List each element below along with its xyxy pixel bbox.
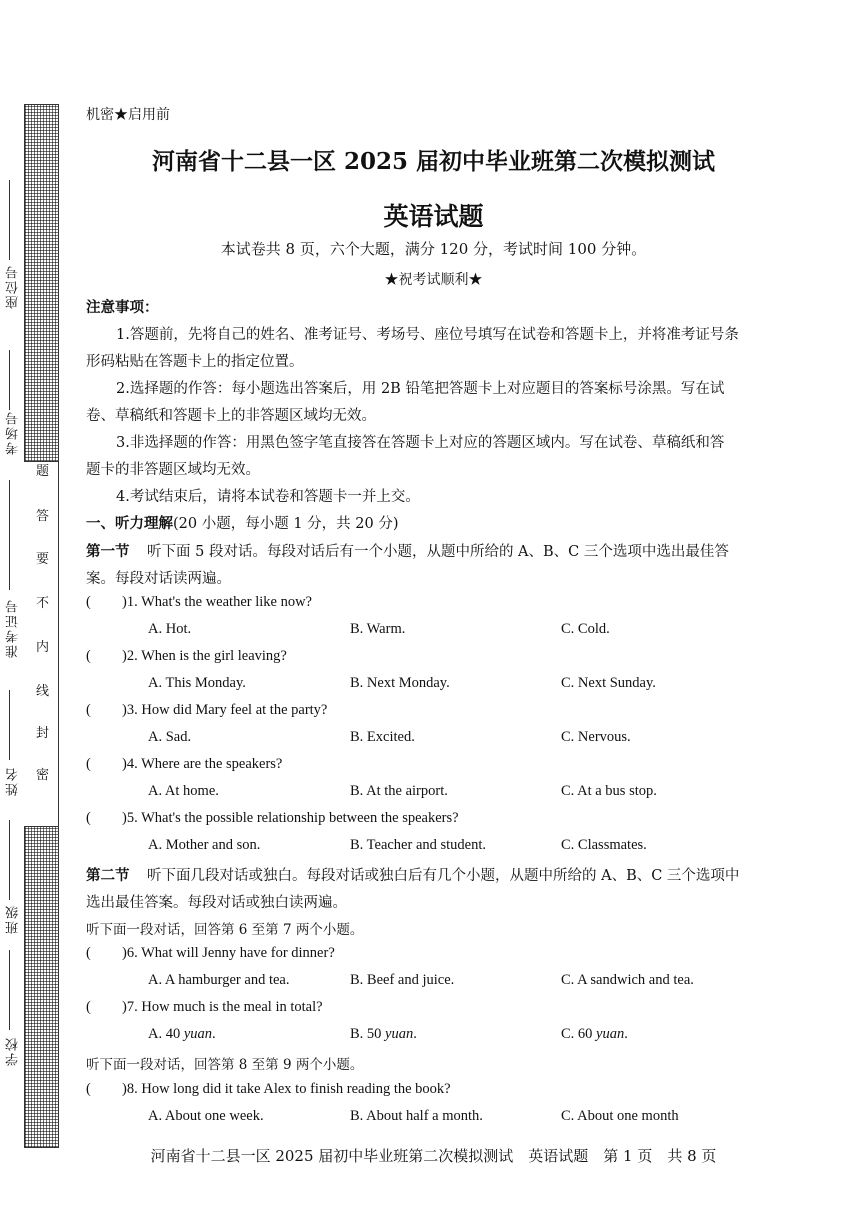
question-text: 6. What will Jenny have for dinner?: [126, 945, 335, 961]
exam-title: 河南省十二县一区 2025 届初中毕业班第二次模拟测试: [151, 148, 716, 175]
note-1a: 1.答题前，先将自己的姓名、准考证号、考场号、座位号填写在试卷和答题卡上，并将准考证号条: [116, 327, 739, 343]
question-2: [122, 648, 287, 665]
option-c: C. Next Sunday.: [561, 675, 656, 691]
seal-char: 不: [36, 596, 50, 611]
binding-hatch-bottom: [24, 826, 59, 1148]
note-2a: 2.选择题的作答：每小题选出答案后，用 2B 铅笔把答题卡上对应题目的答案标号涂黑。写在试: [116, 381, 725, 397]
question-8: [122, 1081, 451, 1098]
part1-instr-b: 案。每段对话读两遍。: [86, 571, 231, 587]
seal-char: 密: [36, 768, 50, 783]
question-3: [122, 702, 327, 719]
option-a: A. A hamburger and tea.: [148, 972, 290, 988]
answer-paren-close: ): [122, 999, 127, 1015]
wish-line: ★祝考试顺利★: [384, 272, 483, 288]
underline-room: [9, 350, 10, 410]
question-text: 2. When is the girl leaving?: [126, 648, 287, 664]
subject-title: 英语试题: [383, 202, 484, 231]
question-6: [122, 945, 335, 962]
section1-title-bold: 一、听力理解: [86, 515, 173, 532]
notes-heading: 注意事项：: [86, 299, 159, 316]
option-b: B. At the airport.: [350, 783, 448, 799]
option-end: .: [413, 1026, 417, 1042]
answer-paren-close: ): [122, 756, 127, 772]
question-text: 3. How did Mary feel at the party?: [126, 702, 328, 718]
option-a: A. This Monday.: [148, 675, 246, 691]
part1-instr-a: 听下面 5 段对话。每段对话后有一个小题，从题中所给的 A、B、C 三个选项中选出最佳答: [147, 544, 729, 560]
answer-paren-close: ): [122, 1081, 127, 1097]
answer-paren-close: ): [122, 810, 127, 826]
question-1: [122, 594, 312, 611]
answer-paren-open: (: [86, 594, 91, 610]
binding-line: [58, 104, 59, 1146]
option-a: [148, 1026, 216, 1043]
note-3b: 题卡的非答题区域均无效。: [86, 462, 260, 478]
option-text: A. 40: [148, 1026, 184, 1042]
option-end: .: [212, 1026, 216, 1042]
option-c: C. Nervous.: [561, 729, 631, 745]
answer-paren-open: (: [86, 648, 91, 664]
answer-paren-open: (: [86, 756, 91, 772]
answer-paren-close: ): [122, 648, 127, 664]
note-2b: 卷、草稿纸和答题卡上的非答题区域均无效。: [86, 408, 376, 424]
instr-q8-q9: 听下面一段对话，回答第 8 至第 9 两个小题。: [86, 1057, 364, 1073]
option-b: B. Next Monday.: [350, 675, 450, 691]
seal-char: 线: [36, 684, 50, 699]
underline-name: [9, 690, 10, 760]
label-name: 姓名: [6, 766, 21, 796]
option-b: B. About half a month.: [350, 1108, 483, 1124]
option-c: C. A sandwich and tea.: [561, 972, 694, 988]
option-unit: yuan: [596, 1026, 625, 1042]
label-ticket-number: 准考证号: [6, 598, 21, 658]
underline-school: [9, 950, 10, 1030]
question-text: 5. What's the possible relationship between the speakers?: [126, 810, 459, 826]
option-unit: yuan: [183, 1026, 213, 1042]
label-seat-number: 座位号: [6, 264, 21, 309]
underline-ticket: [9, 480, 10, 590]
label-room-number: 考场号: [6, 410, 21, 455]
section1-title: [86, 512, 399, 533]
secret-label: 机密★启用前: [86, 107, 170, 123]
question-text: 8. How long did it take Alex to finish reading the book?: [126, 1081, 451, 1097]
note-1b: 形码粘贴在答题卡上的指定位置。: [86, 354, 304, 370]
option-a: A. At home.: [148, 783, 219, 799]
option-c: C. Cold.: [561, 621, 610, 637]
page-footer: 河南省十二县一区 2025 届初中毕业班第二次模拟测试 英语试题 第 1 页 共 8 页: [150, 1147, 717, 1165]
question-text: 1. What's the weather like now?: [126, 594, 312, 610]
note-3a: 3.非选择题的作答：用黑色签字笔直接答在答题卡上对应的答题区域内。写在试卷、草稿纸和答: [116, 435, 725, 451]
option-text: C. 60: [561, 1026, 597, 1042]
answer-paren-open: (: [86, 702, 91, 718]
answer-paren-close: ): [122, 945, 127, 961]
question-5: [122, 810, 459, 827]
question-text: 7. How much is the meal in total?: [126, 999, 323, 1015]
answer-paren-open: (: [86, 999, 91, 1015]
part1-label: 第一节: [86, 543, 130, 560]
option-b: B. Teacher and student.: [350, 837, 487, 853]
option-b: B. Beef and juice.: [350, 972, 455, 988]
option-b: B. Excited.: [350, 729, 415, 745]
answer-paren-open: (: [86, 1081, 91, 1097]
option-b: [350, 1026, 417, 1043]
option-c: C. Classmates.: [561, 837, 647, 853]
option-a: A. Mother and son.: [148, 837, 261, 853]
answer-paren-open: (: [86, 945, 91, 961]
option-end: .: [624, 1026, 628, 1042]
answer-paren-close: ): [122, 594, 127, 610]
part2-instr-b: 选出最佳答案。每段对话或独白读两遍。: [86, 895, 347, 911]
option-a: A. Sad.: [148, 729, 192, 745]
note-4: 4.考试结束后，请将本试卷和答题卡一并上交。: [116, 489, 420, 505]
option-text: B. 50: [350, 1026, 386, 1042]
seal-char: 要: [36, 552, 50, 567]
option-unit: yuan: [385, 1026, 414, 1042]
section1-title-rest: (20 小题，每小题 1 分，共 20 分): [173, 516, 399, 532]
option-b: B. Warm.: [350, 621, 406, 637]
instr-q6-q7: 听下面一段对话，回答第 6 至第 7 两个小题。: [86, 922, 364, 938]
label-school: 学校: [6, 1036, 21, 1066]
seal-char: 答: [36, 509, 50, 524]
option-c: C. About one month: [561, 1108, 679, 1124]
question-text: 4. Where are the speakers?: [126, 756, 283, 772]
option-c: [561, 1026, 628, 1043]
answer-paren-close: ): [122, 702, 127, 718]
option-c: C. At a bus stop.: [561, 783, 657, 799]
seal-char: 封: [36, 726, 50, 741]
part2-label: 第二节: [86, 867, 130, 884]
option-a: A. Hot.: [148, 621, 192, 637]
seal-char: 题: [36, 464, 50, 479]
question-7: [122, 999, 323, 1016]
label-class: 班级: [6, 904, 21, 934]
part2-instr-a: 听下面几段对话或独白。每段对话或独白后有几个小题，从题中所给的 A、B、C 三个选项中: [147, 868, 740, 884]
seal-char: 内: [36, 640, 50, 655]
exam-info: 本试卷共 8 页，六个大题，满分 120 分，考试时间 100 分钟。: [220, 240, 647, 258]
underline-class: [9, 820, 10, 900]
answer-paren-open: (: [86, 810, 91, 826]
option-a: A. About one week.: [148, 1108, 264, 1124]
question-4: [122, 756, 282, 773]
